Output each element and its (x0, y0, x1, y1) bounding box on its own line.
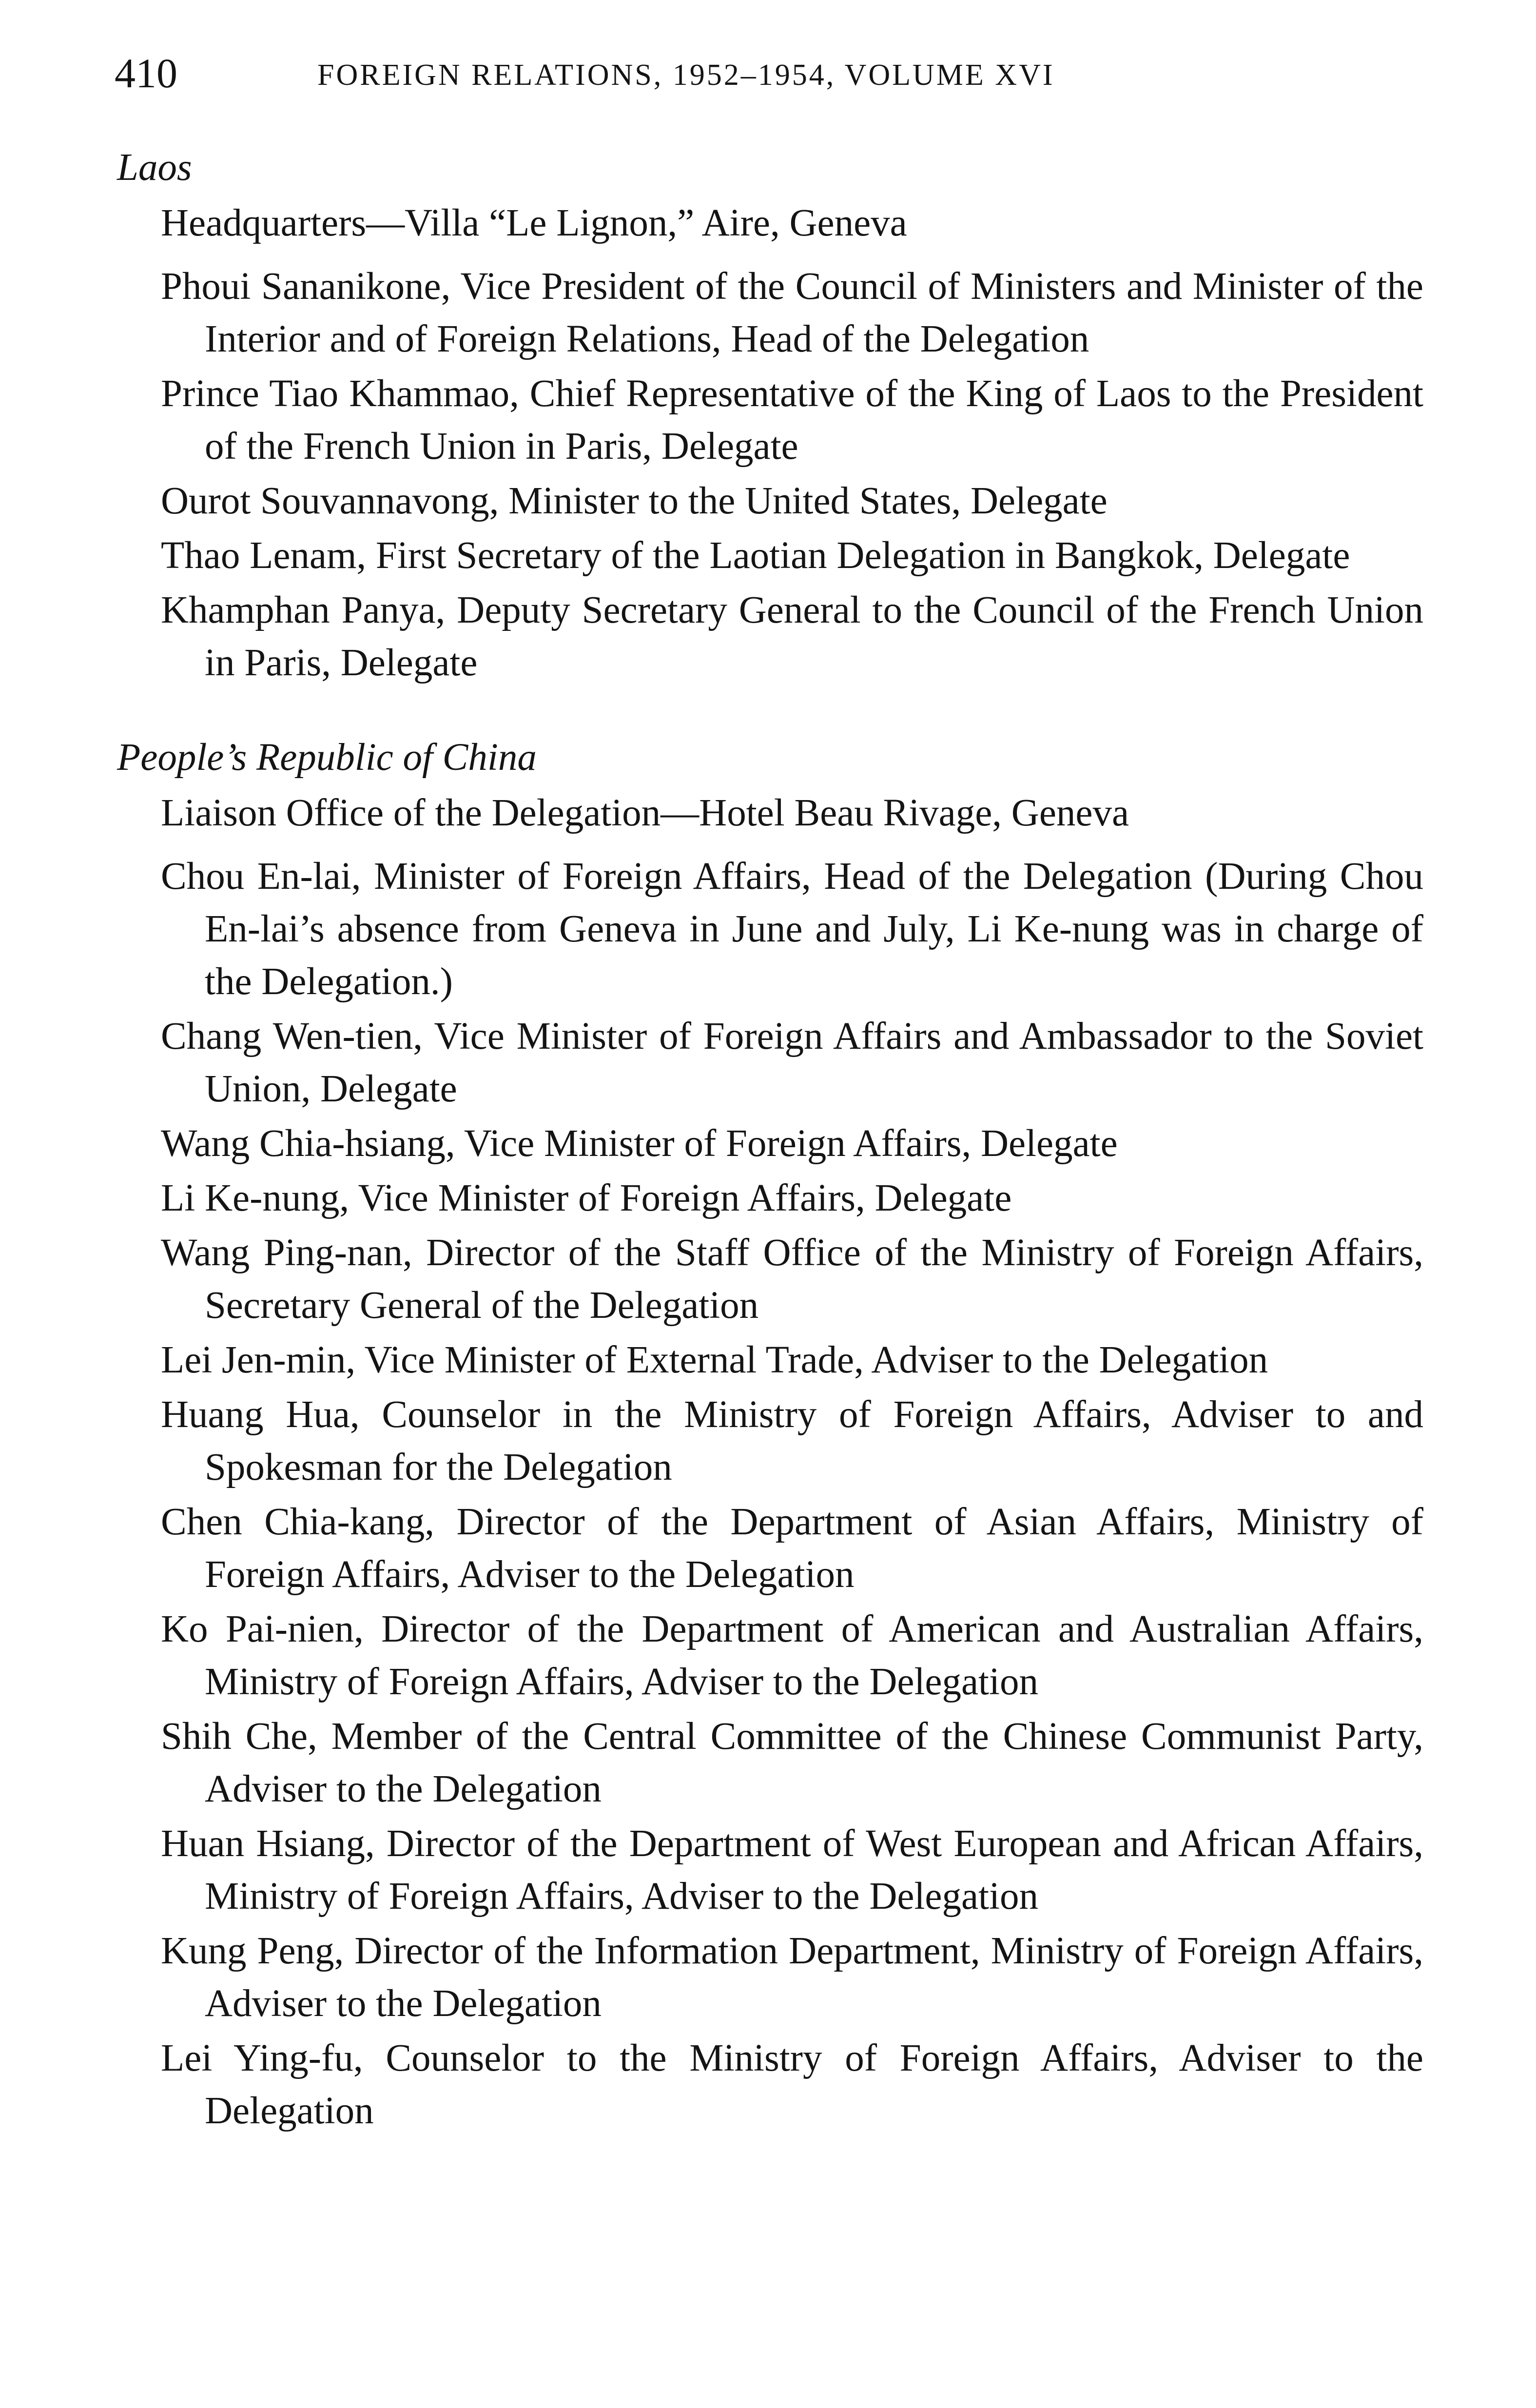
delegate-entry: Huan Hsiang, Director of the Department of West European and African Affairs, Ministry of Foreign Affairs, Adviser to the Delegation (161, 1822, 1423, 1918)
delegate-entry: Shih Che, Member of the Central Committee of the Chinese Communist Party, Adviser to the Delegation (161, 1715, 1423, 1810)
section-title: Laos (117, 146, 192, 189)
delegation-headquarters: Headquarters—Villa “Le Lignon,” Aire, Geneva (161, 202, 907, 244)
delegate-entry: Lei Ying-fu, Counselor to the Ministry of Foreign Affairs, Adviser to the Delegation (161, 2037, 1423, 2132)
delegate-entry: Thao Lenam, First Secretary of the Laotian Delegation in Bangkok, Delegate (161, 534, 1350, 577)
page-body (117, 141, 1423, 2139)
delegate-entry: Li Ke-nung, Vice Minister of Foreign Affairs, Delegate (161, 1177, 1012, 1219)
delegate-entry: Chou En-lai, Minister of Foreign Affairs, Head of the Delegation (During Chou En-lai’s absence from Geneva in June and July, Li Ke-nung was in charge of the Delegation.) (161, 855, 1423, 1003)
delegate-entry: Ourot Souvannavong, Minister to the United States, Delegate (161, 480, 1108, 522)
running-head: FOREIGN RELATIONS, 1952–1954, VOLUME XVI (317, 59, 1055, 92)
delegation-liaison-office: Liaison Office of the Delegation—Hotel Beau Rivage, Geneva (161, 792, 1129, 834)
delegate-entry: Lei Jen-min, Vice Minister of External Trade, Adviser to the Delegation (161, 1339, 1268, 1381)
delegate-entry: Chang Wen-tien, Vice Minister of Foreign Affairs and Ambassador to the Soviet Union, Delegate (161, 1015, 1423, 1110)
delegate-entry: Kung Peng, Director of the Information Department, Ministry of Foreign Affairs, Adviser to the Delegation (161, 1930, 1423, 2025)
delegate-entry: Wang Chia-hsiang, Vice Minister of Foreign Affairs, Delegate (161, 1122, 1118, 1165)
delegate-entry: Prince Tiao Khammao, Chief Representative of the King of Laos to the President of the French Union in Paris, Delegate (161, 372, 1423, 468)
delegate-entry: Chen Chia-kang, Director of the Department of Asian Affairs, Ministry of Foreign Affairs, Adviser to the Delegation (161, 1501, 1423, 1596)
section-title: People’s Republic of China (117, 736, 537, 779)
section-laos (117, 141, 1423, 689)
delegate-entry: Khamphan Panya, Deputy Secretary General to the Council of the French Union in Paris, Delegate (161, 589, 1423, 684)
delegate-entry: Wang Ping-nan, Director of the Staff Office of the Ministry of Foreign Affairs, Secretary General of the Delegation (161, 1232, 1423, 1327)
page-number: 410 (115, 50, 177, 97)
delegate-entry: Huang Hua, Counselor in the Ministry of Foreign Affairs, Adviser to and Spokesman for the Delegation (161, 1393, 1423, 1488)
section-peoples-republic-of-china (117, 731, 1423, 2137)
delegate-entry: Ko Pai-nien, Director of the Department of American and Australian Affairs, Ministry of Foreign Affairs, Adviser to the Delegation (161, 1608, 1423, 1703)
delegate-entry: Phoui Sananikone, Vice President of the Council of Ministers and Minister of the Interior and of Foreign Relations, Head of the Delegation (161, 265, 1423, 360)
page-header (115, 46, 1382, 105)
